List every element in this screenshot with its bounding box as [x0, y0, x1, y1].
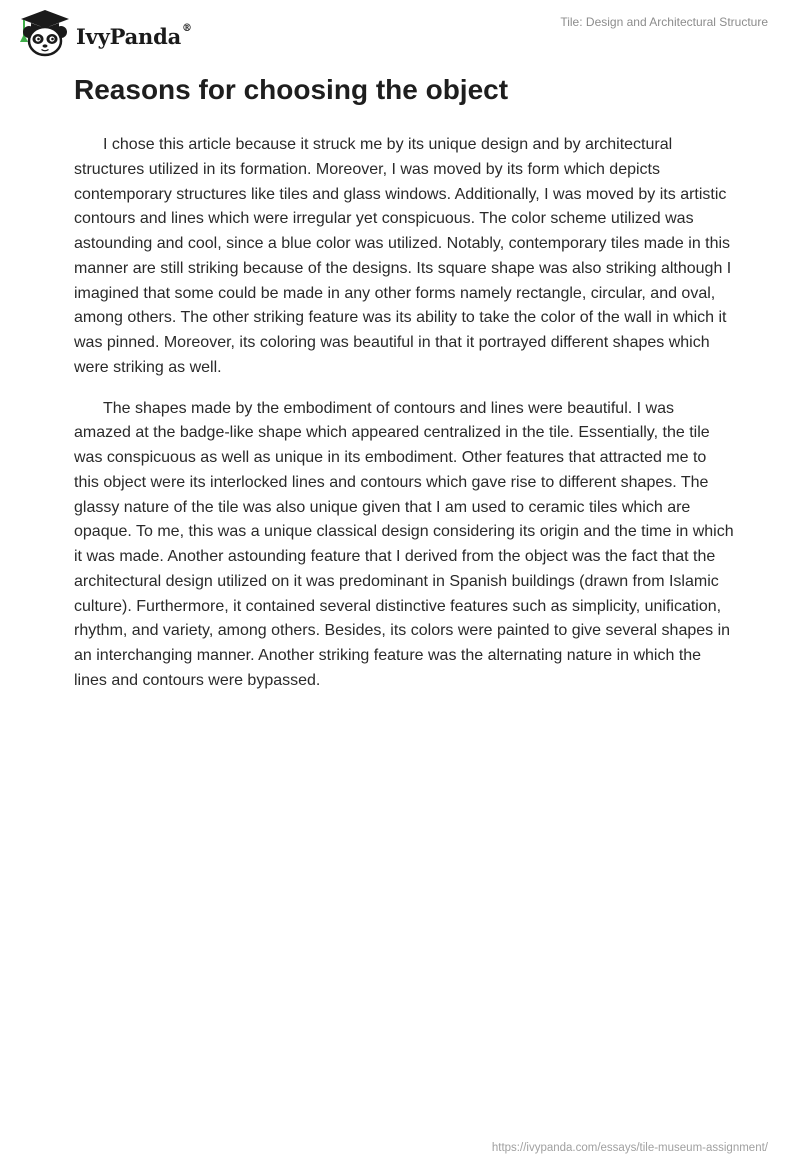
source-url[interactable]: https://ivypanda.com/essays/tile-museum-assignment/ — [491, 1142, 768, 1154]
ivypanda-logo[interactable] — [14, 8, 192, 58]
paragraph: The shapes made by the embodiment of contours and lines were beautiful. I was amazed at the badge-like shape which appeared centralized in the tile. Essentially, the tile was conspicuous as well as unique in its embodiment. Other features that attracted me to this object were its interlocked lines and contours which gave rise to different shapes. The glassy nature of the tile was also unique given that I am used to ceramic tiles which are opaque. To me, this was a unique classical design considering its origin and the time in which it was made. Another astounding feature that I derived from the object was the fact that the architectural design utilized on it was predominant in Spanish buildings (drawn from Islamic culture). Furthermore, it contained several distinctive features such as simplicity, unification, rhythm, and variety, among others. Besides, its colors were painted to give several shapes in an interchanging manner. Another striking feature was the alternating nature in which the lines and contours were bypassed. — [74, 399, 734, 689]
brand-name: IvyPanda® — [76, 22, 192, 49]
section-heading: Reasons for choosing the object — [74, 74, 509, 105]
document-title: Tile: Design and Architectural Structure — [560, 15, 768, 29]
panda-graduation-cap-icon — [14, 8, 76, 58]
essay-body — [74, 133, 734, 710]
paragraph: I chose this article because it struck me by its unique design and by architectural structures utilized in its formation. Moreover, I was moved by its form which depicts contemporary structures like tiles and glass windows. Additionally, I was moved by its artistic contours and lines which were irregular yet conspicuous. The color scheme utilized was astounding and cool, since a blue color was utilized. Notably, contemporary tiles made in this manner are still striking because of the designs. Its square shape was also striking although I imagined that some could be made in any other forms namely rectangle, circular, and oval, among others. The other striking feature was its ability to take the color of the wall in which it was pinned. Moreover, its coloring was beautiful in that it portrayed different shapes which were striking as well. — [74, 136, 732, 376]
page-header — [0, 0, 800, 66]
